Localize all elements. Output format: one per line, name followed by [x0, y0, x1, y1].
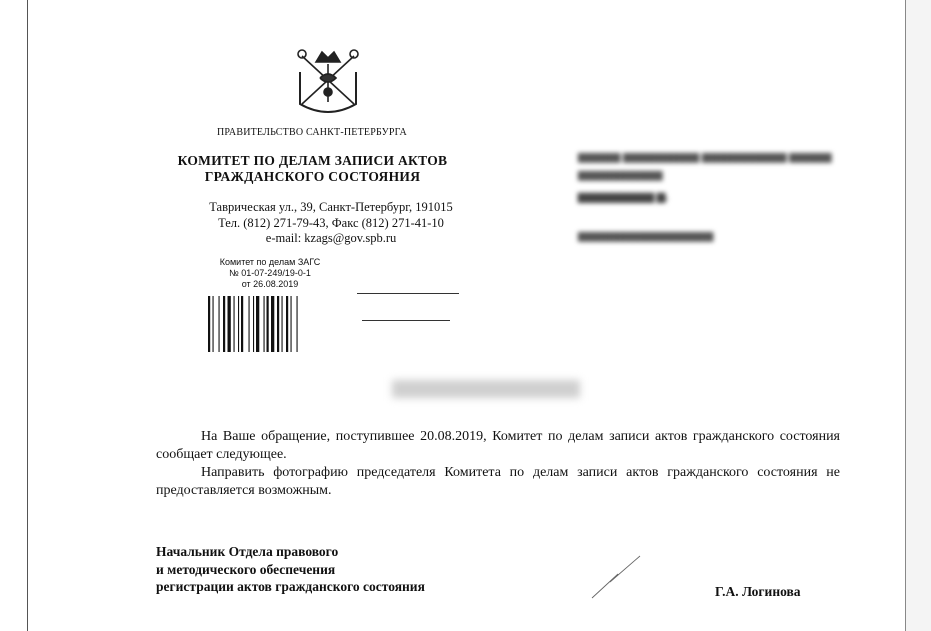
barcode-bar [238, 296, 239, 352]
barcode-bar [234, 296, 235, 352]
position-line: регистрации актов гражданского состояния [156, 579, 425, 594]
barcode-bar [253, 296, 254, 352]
barcode-bar [219, 296, 220, 352]
body-paragraph: На Ваше обращение, поступившее 20.08.2019, Комитет по делам записи актов гражданского состояния сообщает следующее. [156, 429, 840, 462]
committee-title [150, 153, 475, 185]
barcode-bar [271, 296, 274, 352]
barcode-bar [286, 296, 288, 352]
coat-of-arms-icon [292, 44, 364, 118]
barcode-bar [228, 296, 231, 352]
redacted-recipient-name: ▆▆▆▆▆▆▆▆▆ ▆. [578, 191, 669, 203]
barcode-bar [249, 296, 250, 352]
registration-org: Комитет по делам ЗАГС [219, 257, 321, 267]
barcode-bar [277, 296, 279, 352]
registration-number: № 01-07-249/19-0-1 [229, 268, 311, 278]
redacted-block [392, 380, 580, 398]
body-paragraph: Направить фотографию председателя Комитета по делам записи актов гражданского состояния не предоставляется возможным. [156, 465, 840, 498]
government-name: ПРАВИТЕЛЬСТВО САНКТ-ПЕТЕРБУРГА [217, 127, 407, 138]
committee-title-line: ГРАЖДАНСКОГО СОСТОЯНИЯ [204, 169, 421, 184]
barcode-bar [256, 296, 259, 352]
phone-fax: Тел. (812) 271-79-43, Факс (812) 271-41-10 [218, 215, 444, 230]
committee-title-line: КОМИТЕТ ПО ДЕЛАМ ЗАПИСИ АКТОВ [177, 153, 448, 168]
letter-body [156, 428, 840, 500]
registration-stamp [195, 257, 345, 290]
barcode-bar [282, 296, 283, 352]
barcode-bar [241, 296, 243, 352]
position-line: Начальник Отдела правового [156, 544, 339, 559]
barcode-bar [291, 296, 292, 352]
email-address: e-mail: kzags@gov.spb.ru [265, 231, 397, 245]
committee-contacts [176, 200, 486, 247]
barcode-bar [213, 296, 214, 352]
barcode-icon [208, 296, 324, 352]
redacted-recipient-line: ▆▆▆▆▆▆▆▆▆▆ [578, 169, 663, 181]
redacted-recipient-email: ▆▆▆▆▆▆▆▆▆▆▆▆▆▆▆▆ [578, 230, 714, 242]
barcode-bar [264, 296, 265, 352]
page-edge-left [27, 0, 28, 631]
barcode-bar [267, 296, 269, 352]
signatory-name: Г.А. Логинова [715, 584, 801, 599]
postal-address: Таврическая ул., 39, Санкт-Петербург, 191015 [209, 200, 453, 214]
redacted-recipient-line: ▆▆▆▆▆ ▆▆▆▆▆▆▆▆▆ ▆▆▆▆▆▆▆▆▆▆ ▆▆▆▆▆ [578, 151, 832, 163]
barcode-bar [208, 296, 210, 352]
barcode-bar [297, 296, 298, 352]
reference-date-line [362, 320, 450, 321]
position-line: и методического обеспечения [156, 561, 336, 577]
page-margin-shade [906, 0, 931, 631]
registration-date: от 26.08.2019 [241, 279, 299, 289]
reference-number-line [357, 293, 459, 294]
signatory-position [156, 543, 425, 596]
signature-mark-icon [588, 552, 648, 602]
barcode-bar [223, 296, 225, 352]
